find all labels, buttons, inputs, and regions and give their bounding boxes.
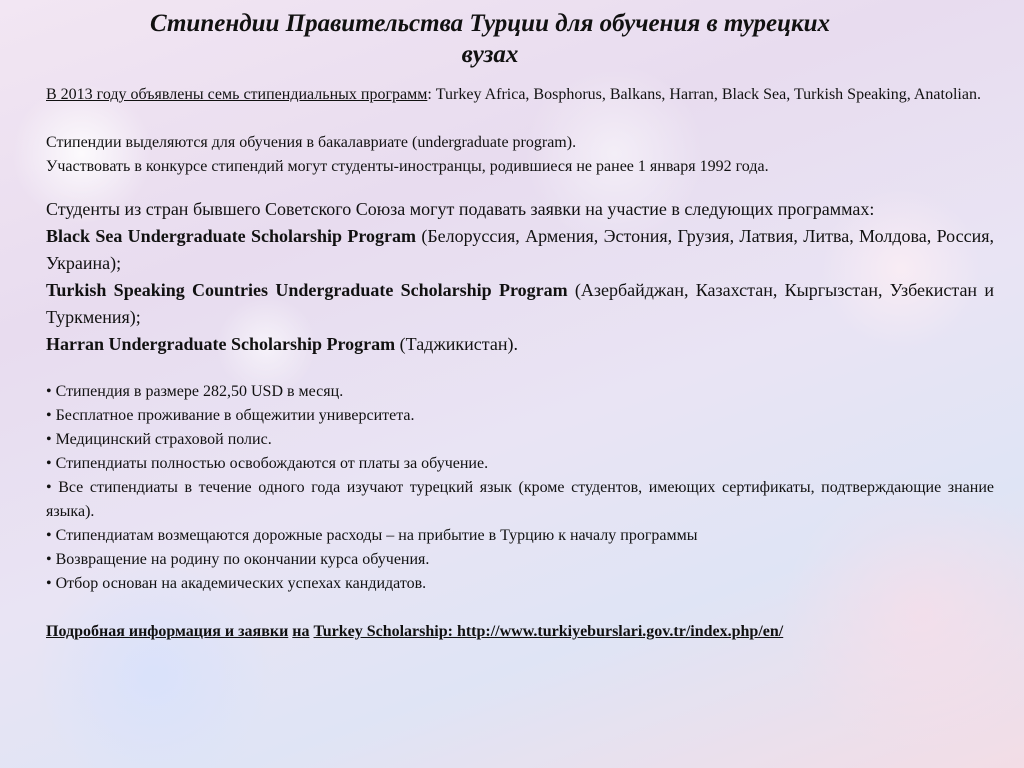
programs-intro: Студенты из стран бывшего Советского Союза могут подавать заявки на участие в следующих программах: [46, 199, 875, 219]
footer-info-link[interactable]: Подробная информация и заявки [46, 623, 289, 640]
intro-programs-list: : Turkey Africa, Bosphorus, Balkans, Harran, Black Sea, Turkish Speaking, Anatolian. [427, 86, 981, 103]
slide-title: Стипендии Правительства Турции для обучения в турецких вузах [149, 10, 831, 68]
benefit-item: • Медицинский страховой полис. [46, 431, 272, 448]
program-countries: (Таджикистан). [395, 334, 518, 354]
benefit-item: • Стипендиатам возмещаются дорожные расходы – на прибытие в Турцию к началу программы [46, 527, 698, 544]
benefit-item: • Отбор основан на академических успехах кандидатов. [46, 575, 427, 592]
benefit-item: • Стипендия в размере 282,50 USD в месяц. [46, 383, 344, 400]
eligibility-line: Участвовать в конкурсе стипендий могут студенты-иностранцы, родившиеся не ранее 1 января 1992 года. [46, 158, 769, 175]
intro-paragraph [46, 83, 994, 107]
program-name: Harran Undergraduate Scholarship Program [46, 334, 396, 354]
program-entry [46, 223, 994, 277]
program-countries: (Белоруссия, Армения, Эстония, Грузия, Латвия, Литва, Молдова, Россия, Украина); [46, 226, 994, 273]
program-name: Black Sea Undergraduate Scholarship Program [46, 226, 417, 246]
footer-link-line [46, 620, 994, 644]
benefit-item: • Стипендиаты полностью освобождаются от платы за обучение. [46, 455, 489, 472]
footer-na-link[interactable]: на [292, 623, 310, 640]
slide-content [46, 83, 994, 644]
benefit-item: • Все стипендиаты в течение одного года изучают турецкий язык (кроме студентов, имеющих сертификаты, подтверждающие знание языка). [46, 479, 994, 520]
footer-url-link[interactable]: Turkey Scholarship: http://www.turkiyeburslari.gov.tr/index.php/en/ [313, 623, 784, 640]
program-entry [46, 277, 994, 331]
eligibility-line: Стипендии выделяются для обучения в бакалавриате (undergraduate program). [46, 134, 577, 151]
program-entry [46, 331, 994, 358]
program-name: Turkish Speaking Countries Undergraduate Scholarship Program [46, 280, 568, 300]
program-countries: (Азербайджан, Казахстан, Кыргызстан, Узбекистан и Туркмения); [46, 280, 995, 327]
benefit-item: • Возвращение на родину по окончании курса обучения. [46, 551, 430, 568]
benefit-item: • Бесплатное проживание в общежитии университета. [46, 407, 415, 424]
intro-underlined: В 2013 году объявлены семь стипендиальных программ [46, 86, 428, 103]
